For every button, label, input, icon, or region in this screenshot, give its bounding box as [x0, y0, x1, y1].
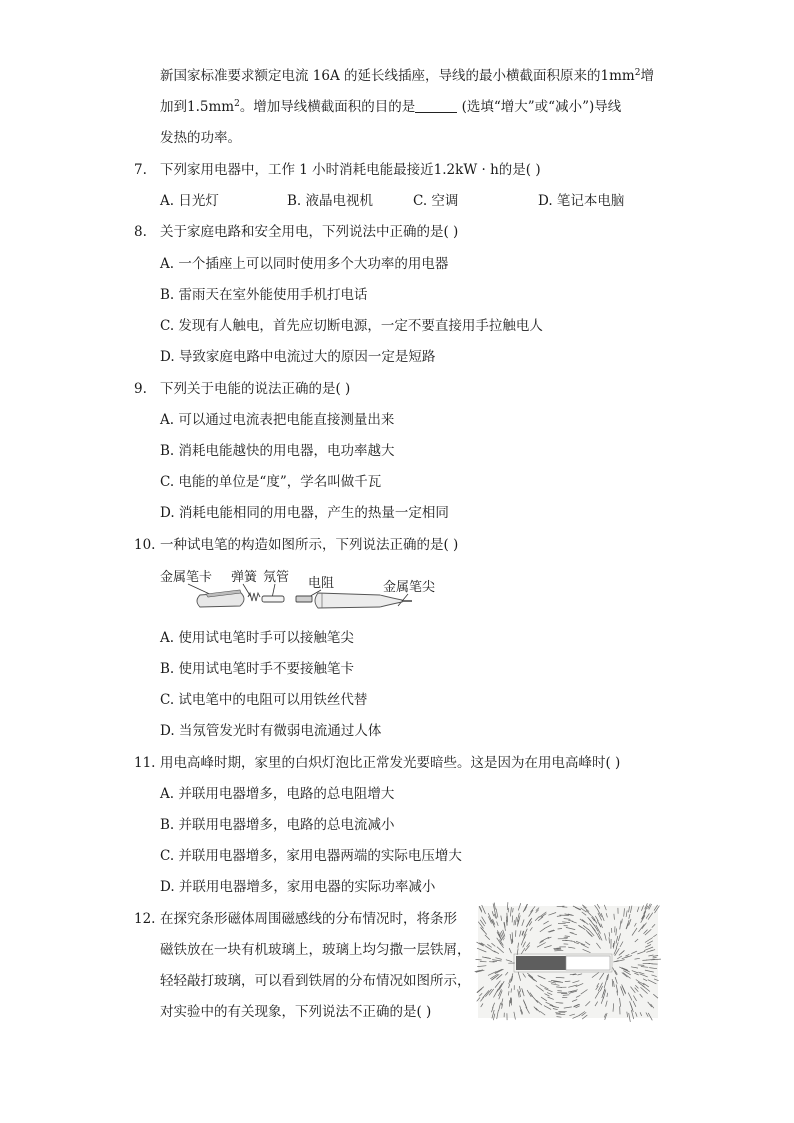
- iron-filing: [565, 981, 571, 982]
- question-stem-line: 在探究条形磁体周围磁感线的分布情况时，将条形: [160, 911, 457, 927]
- label-neon-tube: 氖管: [263, 570, 290, 585]
- option-b[interactable]: B. 并联用电器增多，电路的总电流减小: [160, 817, 395, 833]
- option-a[interactable]: A. 日光灯: [160, 193, 219, 209]
- option-c[interactable]: C. 空调: [413, 193, 459, 209]
- option-d[interactable]: D. 导致家庭电路中电流过大的原因一定是短路: [160, 349, 436, 365]
- option-a[interactable]: A. 一个插座上可以同时使用多个大功率的用电器: [160, 256, 449, 272]
- label-resistor: 电阻: [308, 576, 335, 591]
- option-b[interactable]: B. 雷雨天在室外能使用手机打电话: [160, 287, 368, 303]
- question-stem: 用电高峰时期，家里的白炽灯泡比正常发光要暗些。这是因为在用电高峰时( ): [160, 755, 621, 771]
- q6-line-2: 加到$1.5mm^2$。增加导线横截面积的目的是 (选填“增大”或“减小”)导线: [160, 99, 622, 115]
- option-b[interactable]: B. 消耗电能越快的用电器，电功率越大: [160, 443, 395, 459]
- option-c[interactable]: C. 电能的单位是“度”，学名叫做千瓦: [160, 474, 382, 490]
- iron-filing: [511, 988, 512, 992]
- question-number: 10.: [134, 537, 156, 553]
- iron-filing: [556, 977, 565, 978]
- option-c[interactable]: C. 发现有人触电，首先应切断电源，一定不要直接用手拉触电人: [160, 318, 543, 334]
- q6-line-3: 发热的功率。: [160, 130, 241, 146]
- q6-line-1: 新国家标准要求额定电流 16A 的延长线插座，导线的最小横截面积原来的$1mm^2$增: [160, 68, 654, 84]
- question-stem: 关于家庭电路和安全用电，下列说法中正确的是( ): [160, 224, 459, 240]
- question-stem-line: 轻轻敲打玻璃，可以看到铁屑的分布情况如图所示，: [160, 973, 471, 989]
- label-metal-clip: 金属笔卡: [160, 570, 213, 585]
- label-metal-tip: 金属笔尖: [383, 580, 436, 595]
- iron-filing: [653, 958, 657, 959]
- question-number: 8.: [134, 224, 147, 240]
- question-stem: 一种试电笔的构造如图所示，下列说法正确的是( ): [160, 537, 459, 553]
- option-a[interactable]: A. 并联用电器增多，电路的总电阻增大: [160, 786, 395, 802]
- question-stem-line: 磁铁放在一块有机玻璃上，玻璃上均匀撒一层铁屑，: [160, 942, 471, 958]
- option-c[interactable]: C. 并联用电器增多，家用电器两端的实际电压增大: [160, 848, 462, 864]
- question-stem-line: 对实验中的有关现象，下列说法不正确的是( ): [160, 1004, 432, 1020]
- question-number: 9.: [134, 381, 147, 397]
- option-a[interactable]: A. 可以通过电流表把电能直接测量出来: [160, 412, 395, 428]
- question-stem: 下列家用电器中，工作 1 小时消耗电能最接近1.2kW · h的是( ): [160, 162, 541, 178]
- iron-filing: [558, 929, 562, 930]
- iron-filing: [514, 920, 515, 925]
- question-number: 11.: [134, 755, 156, 771]
- iron-filing: [638, 965, 645, 966]
- option-b[interactable]: B. 液晶电视机: [287, 193, 374, 209]
- option-c[interactable]: C. 试电笔中的电阻可以用铁丝代替: [160, 692, 368, 708]
- option-d[interactable]: D. 消耗电能相同的用电器，产生的热量一定相同: [160, 505, 449, 521]
- option-a[interactable]: A. 使用试电笔时手可以接触笔尖: [160, 630, 354, 646]
- iron-filing: [609, 937, 610, 943]
- question-number: 7.: [134, 162, 147, 178]
- option-d[interactable]: D. 并联用电器增多，家用电器的实际功率减小: [160, 879, 436, 895]
- option-b[interactable]: B. 使用试电笔时手不要接触笔卡: [160, 661, 355, 677]
- question-stem: 下列关于电能的说法正确的是( ): [160, 381, 351, 397]
- label-spring: 弹簧: [231, 570, 258, 585]
- iron-filing: [614, 914, 615, 920]
- question-number: 12.: [134, 911, 156, 927]
- option-d[interactable]: D. 当氖管发光时有微弱电流通过人体: [160, 723, 382, 739]
- magnet-iron-filings-image: [478, 906, 658, 1018]
- option-d[interactable]: D. 笔记本电脑: [538, 193, 625, 209]
- iron-filing: [609, 932, 610, 937]
